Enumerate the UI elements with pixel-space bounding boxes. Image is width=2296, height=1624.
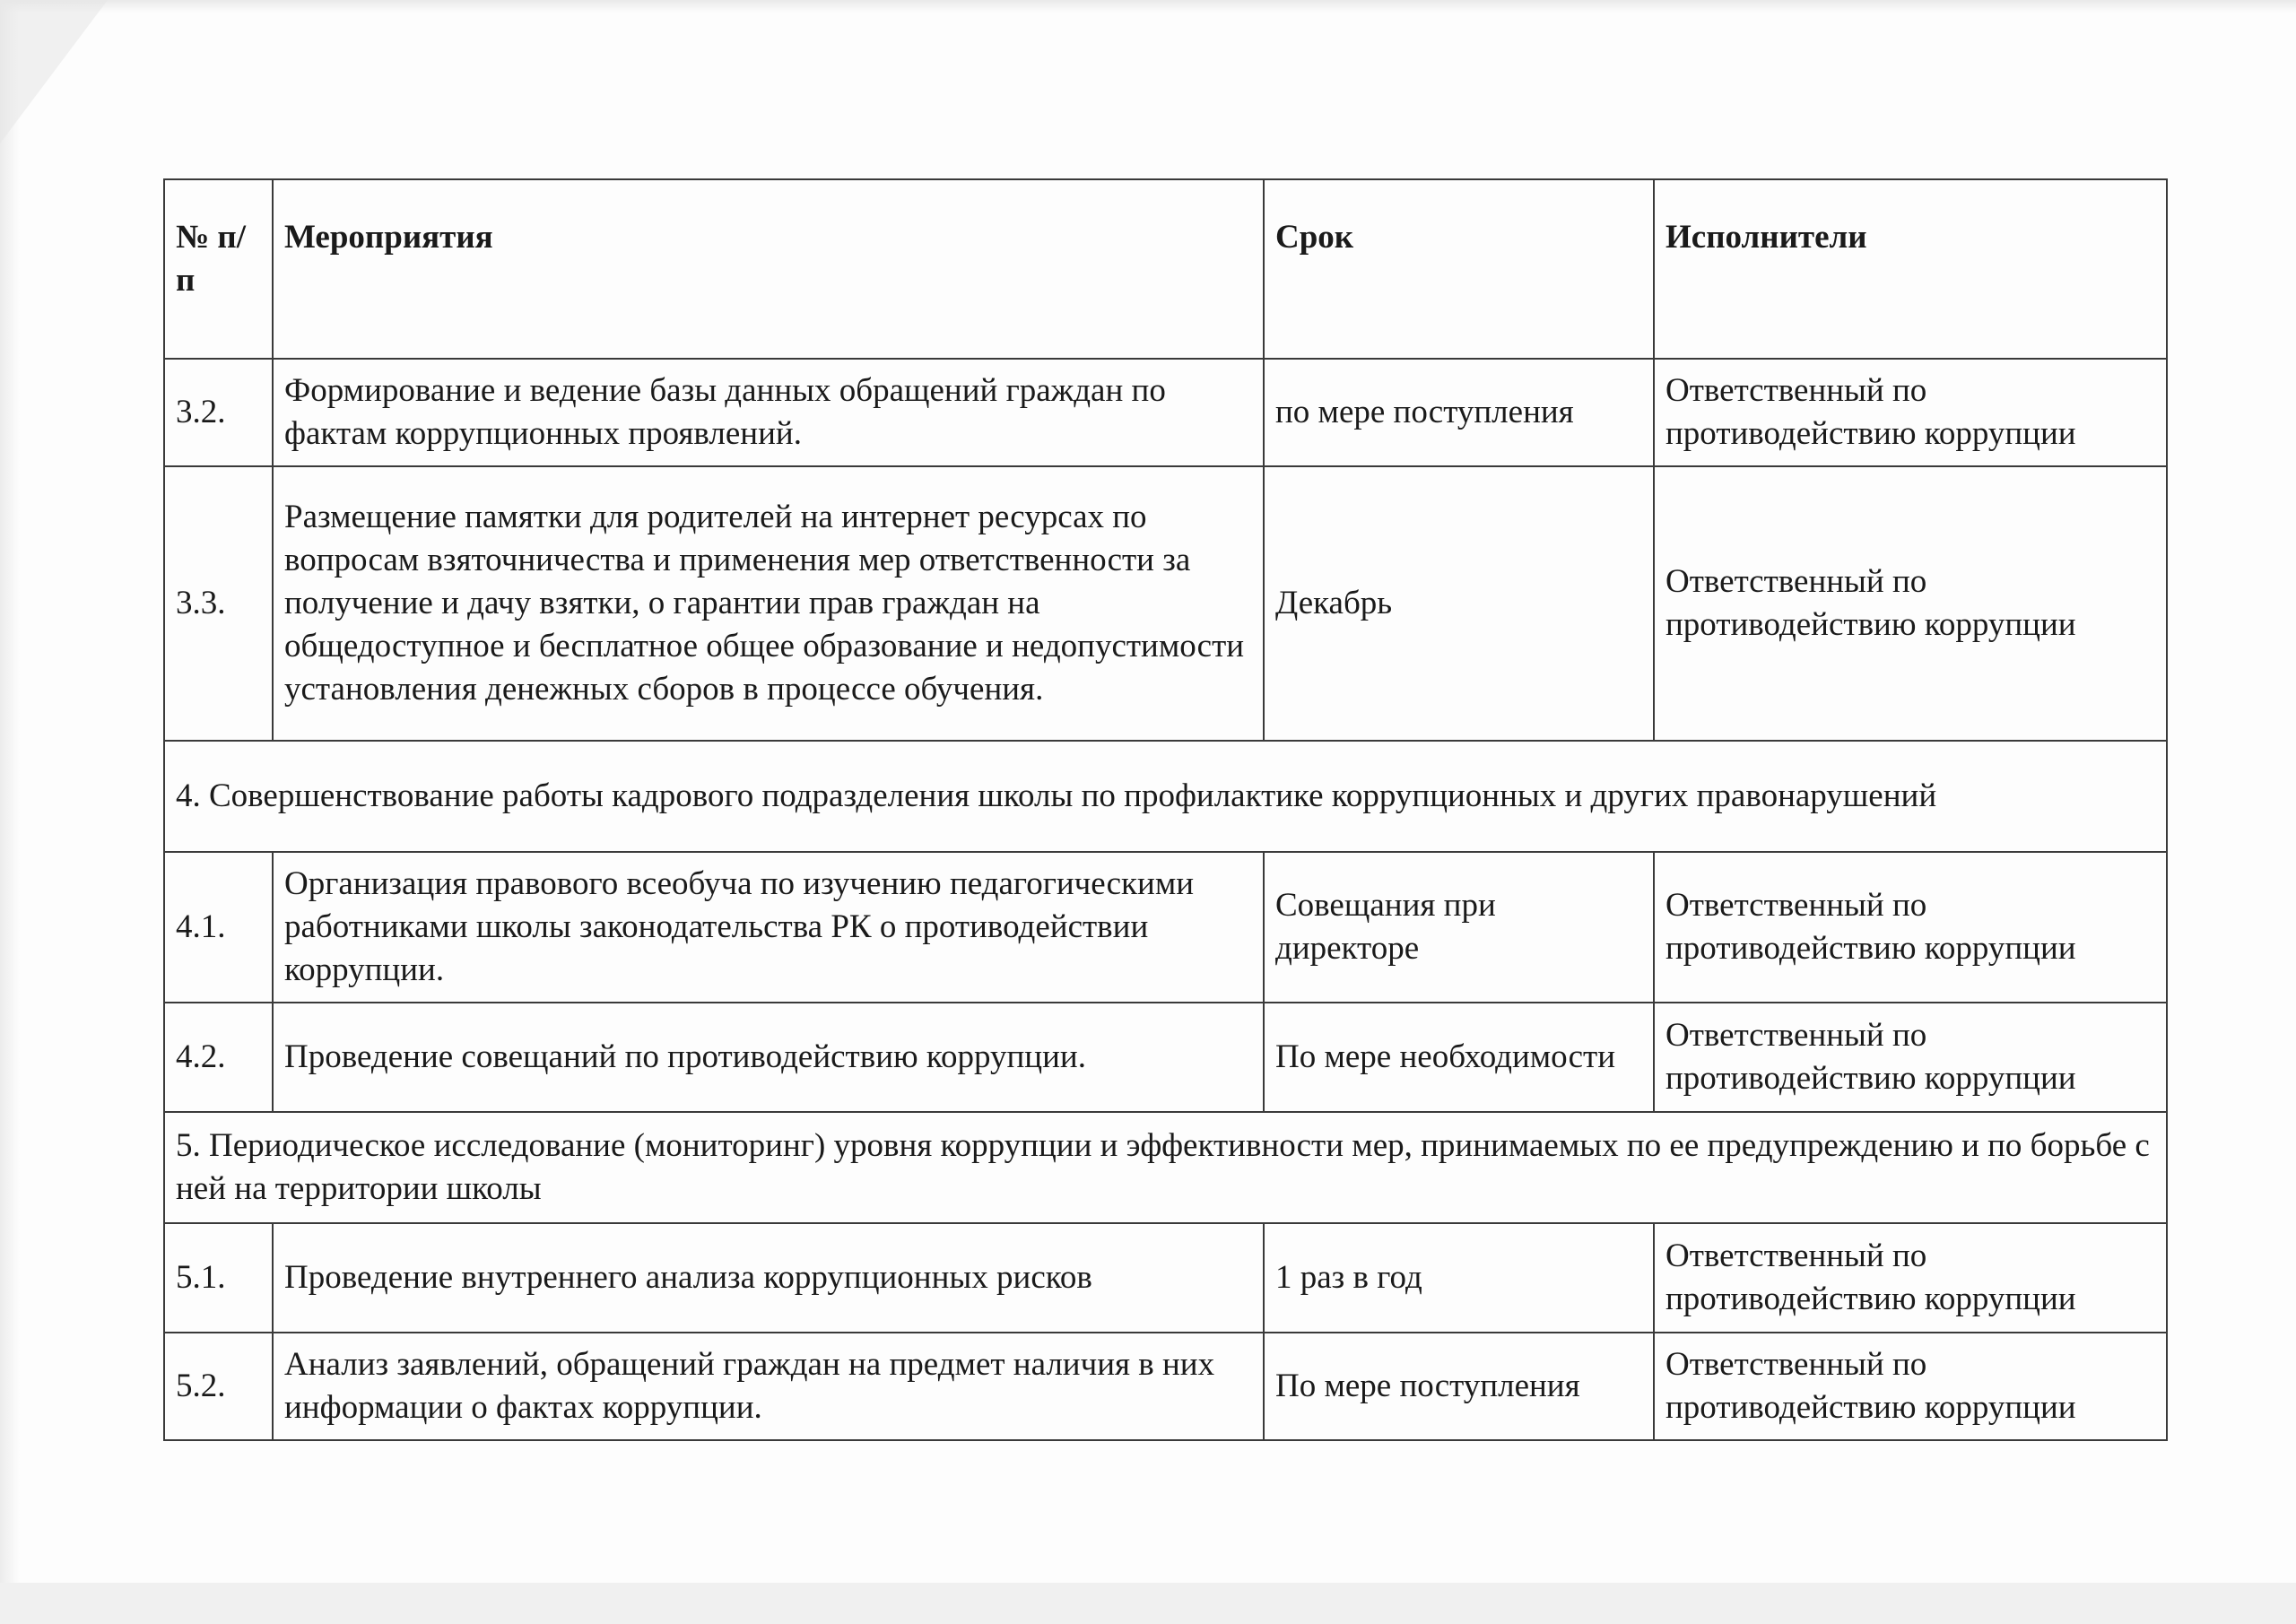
row-number: 4.1.: [164, 852, 273, 1003]
table-header-row: [164, 179, 2167, 359]
row-activity: Формирование и ведение базы данных обращений граждан по фактам коррупционных проявлений.: [273, 359, 1264, 466]
header-executors: Исполнители: [1654, 179, 2167, 359]
section-row: [164, 1112, 2167, 1223]
row-executor: Ответственный по противодействию коррупции: [1654, 1003, 2167, 1112]
scan-edge-shadow-left: [0, 0, 20, 1624]
row-number: 3.3.: [164, 466, 273, 741]
table-row: [164, 359, 2167, 466]
row-activity: Проведение совещаний по противодействию коррупции.: [273, 1003, 1264, 1112]
row-activity: Размещение памятки для родителей на интернет ресурсах по вопросам взяточничества и применения мер ответственности за получение и дачу взятки, о гарантии прав граждан на общедоступное и бесплатное общее образование и недопустимости установления денежных сборов в процессе обучения.: [273, 466, 1264, 741]
row-term: Декабрь: [1264, 466, 1654, 741]
header-number: № п/п: [164, 179, 273, 359]
row-executor: Ответственный по противодействию коррупции: [1654, 466, 2167, 741]
header-term: Срок: [1264, 179, 1654, 359]
row-activity: Проведение внутреннего анализа коррупционных рисков: [273, 1223, 1264, 1333]
section-heading: 5. Периодическое исследование (мониторинг) уровня коррупции и эффективности мер, принимаемых по ее предупреждению и по борьбе с ней на территории школы: [164, 1112, 2167, 1223]
row-number: 3.2.: [164, 359, 273, 466]
activities-table: [163, 178, 2168, 1441]
scan-edge-shadow: [0, 0, 2296, 13]
table-row: [164, 466, 2167, 741]
row-term: 1 раз в год: [1264, 1223, 1654, 1333]
table-row: [164, 852, 2167, 1003]
section-heading: 4. Совершенствование работы кадрового подразделения школы по профилактике коррупционных и других правонарушений: [164, 741, 2167, 852]
row-number: 5.2.: [164, 1333, 273, 1440]
row-executor: Ответственный по противодействию коррупции: [1654, 1333, 2167, 1440]
table-row: [164, 1223, 2167, 1333]
section-row: [164, 741, 2167, 852]
row-term: По мере необходимости: [1264, 1003, 1654, 1112]
row-executor: Ответственный по противодействию коррупции: [1654, 1223, 2167, 1333]
row-executor: Ответственный по противодействию коррупции: [1654, 852, 2167, 1003]
row-activity: Организация правового всеобуча по изучению педагогическими работниками школы законодательства РК о противодействии коррупции.: [273, 852, 1264, 1003]
table-row: [164, 1003, 2167, 1112]
table-row: [164, 1333, 2167, 1440]
row-term: по мере поступления: [1264, 359, 1654, 466]
page-corner: [0, 0, 108, 143]
row-term: По мере поступления: [1264, 1333, 1654, 1440]
row-term: Совещания при директоре: [1264, 852, 1654, 1003]
row-number: 5.1.: [164, 1223, 273, 1333]
row-activity: Анализ заявлений, обращений граждан на предмет наличия в них информации о фактах коррупции.: [273, 1333, 1264, 1440]
row-number: 4.2.: [164, 1003, 273, 1112]
row-executor: Ответственный по противодействию коррупции: [1654, 359, 2167, 466]
scan-bottom-band: [0, 1583, 2296, 1624]
header-activities: Мероприятия: [273, 179, 1264, 359]
